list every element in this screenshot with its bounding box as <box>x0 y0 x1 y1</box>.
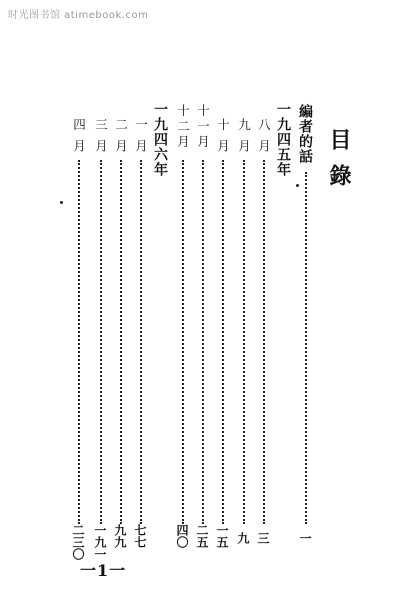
year-heading-1945: 一九四五年 <box>275 102 291 177</box>
dot-leader <box>305 172 307 524</box>
toc-entry-month: 十月 <box>215 118 231 161</box>
dot-leader <box>120 160 122 524</box>
scan-speck <box>296 184 299 187</box>
toc-entry-page: 九 <box>236 532 250 544</box>
toc-entry-page: 四〇 <box>175 524 189 548</box>
dot-leader <box>202 160 204 524</box>
toc-entry-page: 一五 <box>215 524 229 548</box>
dot-leader <box>100 160 102 524</box>
watermark: 时光图书馆 atimebook.com <box>8 10 149 21</box>
page-title: 目錄 <box>326 128 352 200</box>
scan-speck <box>60 201 63 204</box>
dot-leader <box>263 160 265 524</box>
dot-leader <box>182 160 184 524</box>
dot-leader <box>78 160 80 524</box>
toc-entry-month: 三月 <box>93 118 109 161</box>
toc-entry-page: 一九一 <box>93 524 107 560</box>
dot-leader <box>243 160 245 524</box>
toc-entry-page: 三 <box>256 532 270 544</box>
toc-entry-preface-page: 一 <box>298 532 312 544</box>
toc-entry-month: 四月 <box>71 118 87 161</box>
toc-entry-month: 九月 <box>236 118 252 161</box>
toc-entry-month: 二月 <box>113 118 129 161</box>
toc-entry-page: 二三〇 <box>71 524 85 560</box>
toc-entry-preface-label: 編者的話 <box>297 104 313 164</box>
dot-leader <box>222 160 224 524</box>
dot-leader <box>140 160 142 524</box>
toc-entry-month: 十二月 <box>175 104 191 151</box>
toc-entry-page: 二五 <box>195 524 209 548</box>
toc-entry-page: 九九 <box>113 524 127 548</box>
toc-entry-month: 八月 <box>256 118 272 161</box>
page-folio: 一1一 <box>80 561 127 580</box>
toc-entry-month: 十一月 <box>195 104 211 151</box>
toc-entry-month: 一月 <box>133 118 149 161</box>
year-heading-1946: 一九四六年 <box>152 102 168 177</box>
toc-entry-page: 七七 <box>133 524 147 548</box>
